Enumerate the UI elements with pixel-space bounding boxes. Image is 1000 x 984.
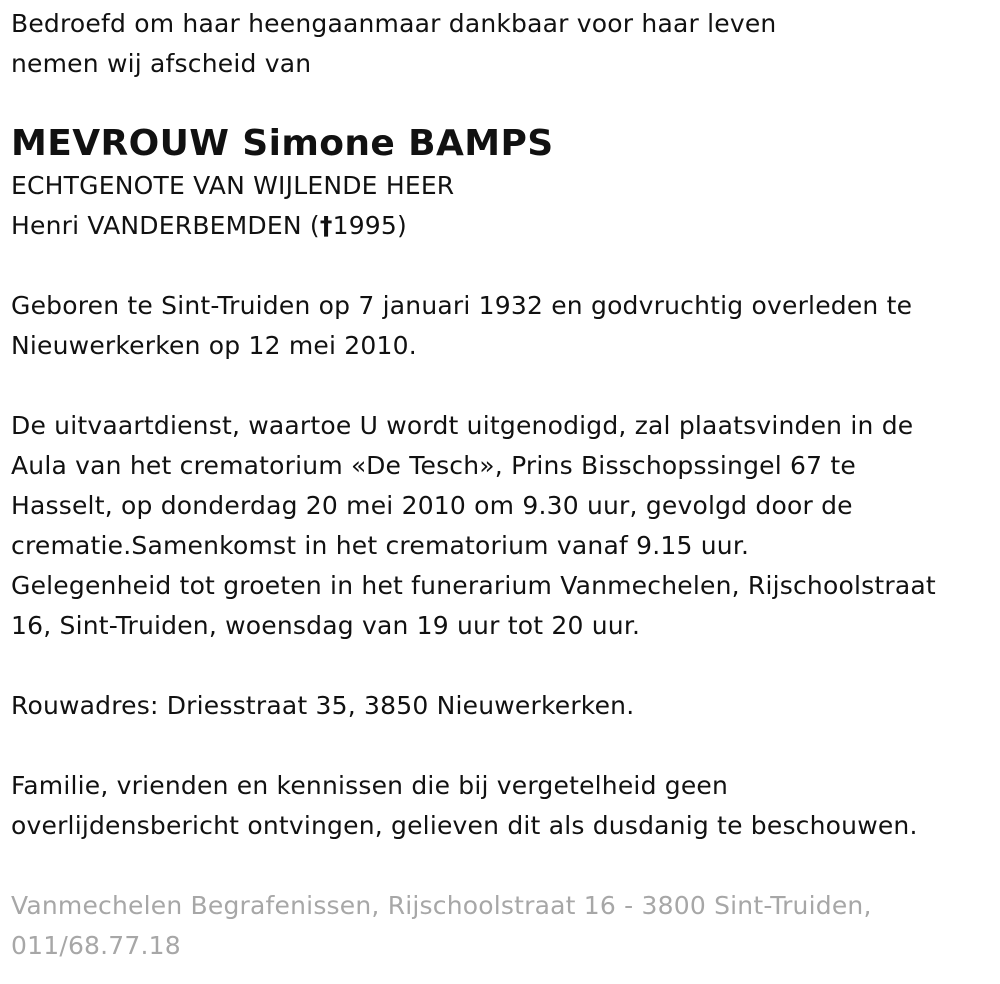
spouse-death-year: 1995)	[332, 211, 407, 240]
footer-line-1: Vanmechelen Begrafenissen, Rijschoolstraat 16 - 3800 Sint-Truiden,	[11, 891, 872, 920]
deceased-name: MEVROUW Simone BAMPS	[11, 123, 554, 164]
closing-block	[11, 766, 993, 846]
intro-line-1: Bedroefd om haar heengaanmaar dankbaar voor haar leven	[11, 9, 777, 38]
closing-line-2: overlijdensbericht ontvingen, gelieven dit als dusdanig te beschouwen.	[11, 811, 918, 840]
service-block	[11, 406, 993, 646]
mourning-address: Rouwadres: Driesstraat 35, 3850 Nieuwerkerken.	[11, 691, 635, 720]
spouse-line-2	[11, 206, 993, 246]
birth-death-line-2: Nieuwerkerken op 12 mei 2010.	[11, 331, 417, 360]
service-line-2: Aula van het crematorium «De Tesch», Prins Bisschopssingel 67 te	[11, 451, 856, 480]
intro-block	[11, 4, 993, 84]
service-line-1: De uitvaartdienst, waartoe U wordt uitgenodigd, zal plaatsvinden in de	[11, 411, 914, 440]
spouse-name: Henri VANDERBEMDEN (	[11, 211, 320, 240]
address-block	[11, 686, 993, 726]
funeral-home-footer	[11, 886, 993, 966]
cross-icon: †	[319, 211, 333, 240]
spouse-block	[11, 166, 993, 246]
service-line-5: Gelegenheid tot groeten in het funerarium Vanmechelen, Rijschoolstraat	[11, 571, 936, 600]
birth-death-line-1: Geboren te Sint-Truiden op 7 januari 1932 en godvruchtig overleden te	[11, 291, 913, 320]
service-line-4: crematie.Samenkomst in het crematorium vanaf 9.15 uur.	[11, 531, 750, 560]
birth-death-block	[11, 286, 993, 366]
intro-line-2: nemen wij afscheid van	[11, 49, 312, 78]
spouse-line-1: ECHTGENOTE VAN WIJLENDE HEER	[11, 171, 455, 200]
service-line-6: 16, Sint-Truiden, woensdag van 19 uur tot 20 uur.	[11, 611, 641, 640]
obituary-notice	[11, 4, 993, 966]
closing-line-1: Familie, vrienden en kennissen die bij vergetelheid geen	[11, 771, 729, 800]
footer-phone: 011/68.77.18	[11, 931, 181, 960]
service-line-3: Hasselt, op donderdag 20 mei 2010 om 9.30 uur, gevolgd door de	[11, 491, 853, 520]
